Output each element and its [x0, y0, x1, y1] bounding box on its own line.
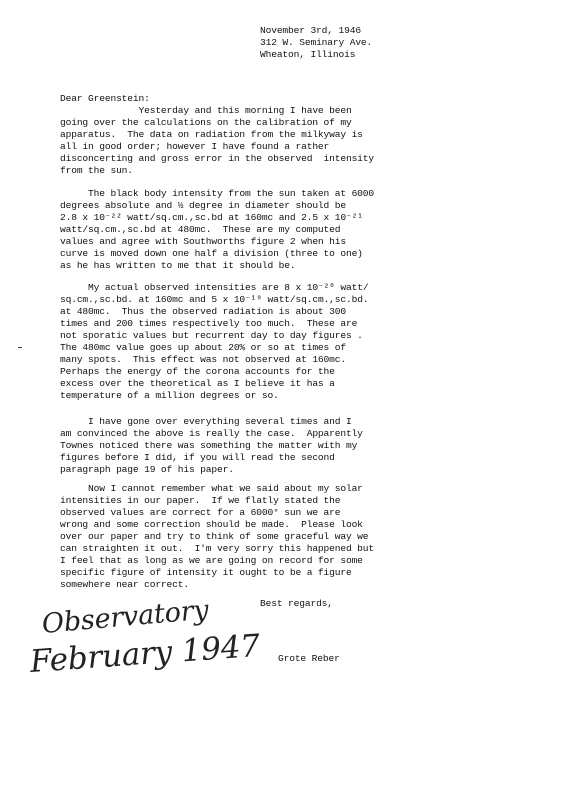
paragraph-line: going over the calculations on the calibration of my	[60, 117, 352, 128]
paragraph-line: temperature of a million degrees or so.	[60, 390, 279, 401]
paragraph-line: over our paper and try to think of some graceful way we	[60, 531, 369, 542]
paragraph-line: The 480mc value goes up about 20% or so at times of	[60, 342, 346, 353]
paragraph-line: intensities in our paper. If we flatly stated the	[60, 495, 341, 506]
header-date: November 3rd, 1946	[260, 25, 361, 36]
signature-name: Grote Reber	[278, 653, 340, 664]
paragraph-line: excess over the theoretical as I believe it has a	[60, 378, 335, 389]
paragraph-line: times and 200 times respectively too much. These are	[60, 318, 358, 329]
paragraph-line: somewhere near correct.	[60, 579, 189, 590]
paragraph-line: Perhaps the energy of the corona accounts for the	[60, 366, 335, 377]
paragraph-line: specific figure of intensity it ought to be a figure	[60, 567, 352, 578]
paragraph-line: Now I cannot remember what we said about my solar	[60, 483, 363, 494]
paragraph-line: all in good order; however I have found a rather	[60, 141, 330, 152]
paragraph-line: I feel that as long as we are going on record for some	[60, 555, 363, 566]
paragraph-line: sq.cm.,sc.bd. at 160mc and 5 x 10⁻¹⁹ watt/sq.cm.,sc.bd.	[60, 294, 369, 305]
paragraph-line: figures before I did, if you will read the second	[60, 452, 335, 463]
paragraph-line: I have gone over everything several times and I	[60, 416, 352, 427]
paragraph-line: Yesterday and this morning I have been	[60, 105, 352, 116]
header-city: Wheaton, Illinois	[260, 49, 356, 60]
paragraph-line: curve is moved down one half a division (three to one)	[60, 248, 363, 259]
paragraph-line: My actual observed intensities are 8 x 10⁻²⁰ watt/	[60, 282, 369, 293]
paragraph-line: The black body intensity from the sun taken at 6000	[60, 188, 375, 199]
paragraph-line: from the sun.	[60, 165, 133, 176]
paragraph-line: values and agree with Southworths figure 2 when his	[60, 236, 346, 247]
paragraph-line: degrees absolute and ½ degree in diameter should be	[60, 200, 346, 211]
handwritten-note-line-2: February 1947	[28, 627, 262, 680]
paragraph-line: paragraph page 19 of his paper.	[60, 464, 234, 475]
paragraph-line: as he has written to me that it should be.	[60, 260, 296, 271]
salutation: Dear Greenstein:	[60, 93, 150, 104]
paragraph-line: 2.8 x 10⁻²² watt/sq.cm.,sc.bd at 160mc and 2.5 x 10⁻²¹	[60, 212, 363, 223]
paragraph-line: at 480mc. Thus the observed radiation is about 300	[60, 306, 346, 317]
paragraph-line: not sporatic values but recurrent day to day figures .	[60, 330, 363, 341]
handwritten-note-line-1: Observatory	[40, 594, 210, 640]
paragraph-line: disconcerting and gross error in the observed intensity	[60, 153, 375, 164]
paragraph-line: watt/sq.cm.,sc.bd at 480mc. These are my computed	[60, 224, 341, 235]
paragraph-line: Townes noticed there was something the matter with my	[60, 440, 358, 451]
paragraph-line: observed values are correct for a 6000° sun we are	[60, 507, 341, 518]
closing: Best regards,	[260, 598, 333, 609]
paragraph-line: am convinced the above is really the case. Apparently	[60, 428, 363, 439]
margin-mark	[18, 347, 22, 348]
header-street: 312 W. Seminary Ave.	[260, 37, 373, 48]
paragraph-line: apparatus. The data on radiation from the milkyway is	[60, 129, 363, 140]
paragraph-line: wrong and some correction should be made. Please look	[60, 519, 363, 530]
paragraph-line: can straighten it out. I'm very sorry this happened but	[60, 543, 375, 554]
paragraph-line: many spots. This effect was not observed at 160mc.	[60, 354, 346, 365]
